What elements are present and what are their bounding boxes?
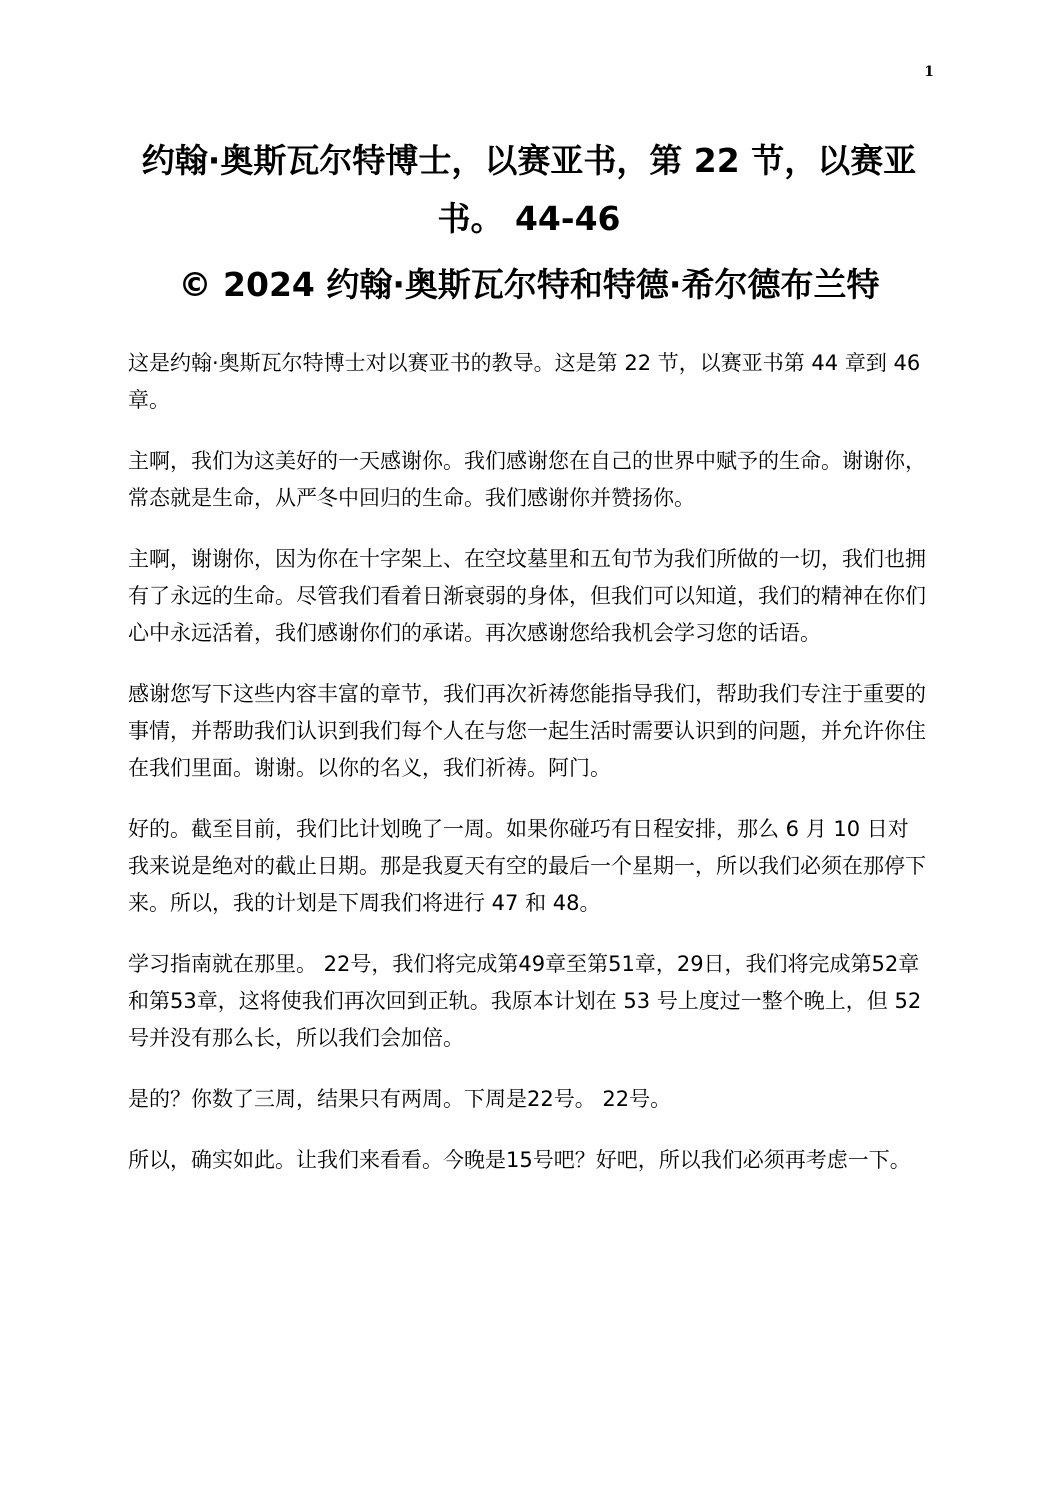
paragraph: 所以，确实如此。让我们来看看。今晚是15号吧？好吧，所以我们必须再考虑一下。 bbox=[128, 1148, 911, 1172]
page-number: 1 bbox=[924, 64, 934, 80]
paragraph: 感谢您写下这些内容丰富的章节，我们再次祈祷您能指导我们，帮助我们专注于重要的事情，并帮助我们认识到我们每个人在与您一起生活时需要认识到的问题，并允许你住在我们里面。谢谢。以你的名义，我们祈祷。阿门。 bbox=[128, 682, 926, 780]
paragraph: 主啊，谢谢你，因为你在十字架上、在空坟墓里和五旬节为我们所做的一切，我们也拥有了永远的生命。尽管我们看着日渐衰弱的身体，但我们可以知道，我们的精神在你们心中永远活着，我们感谢你们的承诺。再次感谢您给我机会学习您的话语。 bbox=[128, 547, 926, 645]
title-line: 约翰·奥斯瓦尔特博士，以赛亚书，第 22 节，以赛亚书。 44-46 bbox=[141, 141, 917, 238]
document-body bbox=[128, 345, 928, 1203]
paragraph: 这是约翰·奥斯瓦尔特博士对以赛亚书的教导。这是第 22 节，以赛亚书第 44 章到 46 章。 bbox=[128, 351, 921, 412]
document-title bbox=[128, 132, 930, 314]
copyright-line: © 2024 约翰·奥斯瓦尔特和特德·希尔德布兰特 bbox=[178, 265, 880, 304]
paragraph: 是的？你数了三周，结果只有两周。下周是22号。 22号。 bbox=[128, 1087, 672, 1111]
paragraph: 学习指南就在那里。 22号，我们将完成第49章至第51章，29日，我们将完成第52章和第53章，这将使我们再次回到正轨。我原本计划在 53 号上度过一整个晚上，但 52 号并没有那么长，所以我们会加倍。 bbox=[128, 952, 922, 1050]
paragraph: 主啊，我们为这美好的一天感谢你。我们感谢您在自己的世界中赋予的生命。谢谢你，常态就是生命，从严冬中回归的生命。我们感谢你并赞扬你。 bbox=[128, 449, 926, 510]
paragraph: 好的。截至目前，我们比计划晚了一周。如果你碰巧有日程安排，那么 6 月 10 日对我来说是绝对的截止日期。那是我夏天有空的最后一个星期一，所以我们必须在那停下来。所以，我的计划是下周我们将进行 47 和 48。 bbox=[128, 817, 926, 915]
